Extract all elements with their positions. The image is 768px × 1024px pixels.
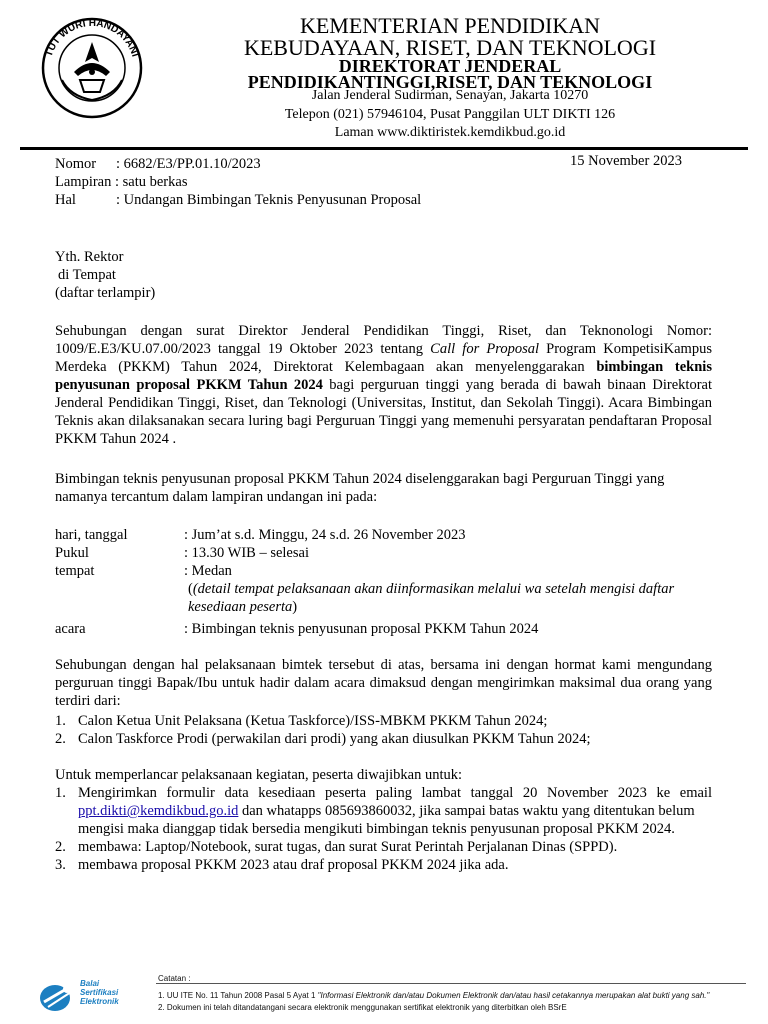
footer-note-1 — [158, 991, 709, 1001]
bsre-logo-line2: Sertifikasi — [80, 988, 119, 997]
requirement-item-1-line3: mengisi maka dianggap tidak bersedia mengikuti bimbingan teknis penyusunan proposal PKKM 2024. — [78, 821, 675, 837]
lampiran-line: Lampiran : satu berkas — [55, 174, 188, 190]
schedule-tempat-value: : Medan — [184, 563, 232, 579]
hal-value: : Undangan Bimbingan Teknis Penyusunan Proposal — [116, 192, 422, 208]
letter-date: 15 November 2023 — [570, 153, 682, 169]
schedule-pukul-value: : 13.30 WIB – selesai — [184, 545, 309, 561]
nomor-label: Nomor — [55, 156, 97, 172]
letterhead-address: Jalan Jenderal Sudirman, Senayan, Jakarta 10270 — [311, 88, 589, 103]
invitee-list-item: Calon Taskforce Prodi (perwakilan dari prodi) yang akan diusulkan PKKM Tahun 2024; — [78, 731, 591, 747]
footer-divider — [156, 983, 746, 984]
paragraph-intro-part-e: bagi perguruan tinggi yang berada di bawah binaan Direktorat Jenderal Pendidikan Tinggi, Riset, dan Teknologi (Universitas, Institut, dan Sekolah Tinggi). Acara Bimbingan Teknis akan dilaksanakan secara luring bagi Perguruan Tinggi yang memenuhi persyaratan pendaftaran Proposal PKKM Tahun 2024 . — [55, 377, 712, 447]
requirement-number: 2. — [55, 839, 66, 855]
schedule-acara-value: : Bimbingan teknis penyusunan proposal PKKM Tahun 2024 — [184, 621, 539, 637]
invitee-list-item: Calon Ketua Unit Pelaksana (Ketua Taskforce)/ISS-MBKM PKKM Tahun 2024; — [78, 713, 548, 729]
tut-wuri-handayani-logo — [22, 10, 162, 120]
footer-note-1-text: 1. UU ITE No. 11 Tahun 2008 Pasal 5 Ayat 1 — [158, 991, 318, 1000]
requirement-item-1-line1: Mengirimkan formulir data kesediaan peserta paling lambat tanggal 20 November 2023 ke email — [78, 785, 712, 801]
addressee-line2: di Tempat — [58, 267, 116, 283]
schedule-tempat-label: tempat — [55, 563, 95, 579]
paragraph-schedule-intro-line1: Bimbingan teknis penyusunan proposal PKKM Tahun 2024 diselenggarakan bagi Perguruan Tinggi yang — [55, 471, 665, 487]
paragraph-intro-italic: Call for Proposal — [430, 341, 539, 357]
bsre-logo — [38, 978, 148, 1018]
schedule-hari-label: hari, tanggal — [55, 527, 128, 543]
hal-label: Hal — [55, 192, 76, 208]
letterhead-phone: Telepon (021) 57946104, Pusat Panggilan ULT DIKTI 126 — [284, 107, 616, 122]
paragraph-schedule-intro-line2: namanya tercantum dalam lampiran undangan ini pada: — [55, 489, 378, 505]
paragraph-invitation: Sehubungan dengan hal pelaksanaan bimtek tersebut di atas, bersama ini dengan hormat kami mengundang perguruan tinggi Bapak/Ibu untuk hadir dalam acara dimaksud dengan mengirimkan maksimal dua orang yang terdiri dari: — [55, 657, 712, 709]
ministry-name-line1: KEMENTERIAN PENDIDIKAN — [299, 13, 601, 38]
schedule-tempat-note-line2 — [188, 598, 297, 616]
paragraph-intro-part-a: Sehubungan dengan surat Direktor Jenderal Pendidikan Tinggi, Riset, dan Teknonologi Nomor: 1009/E.E3/KU.07.00/2023 tanggal 19 Oktober 2023 tentang — [55, 323, 712, 357]
schedule-acara-label: acara — [55, 621, 86, 637]
requirement-number: 1. — [55, 785, 66, 801]
bsre-logo-line1: Balai — [80, 979, 100, 988]
addressee-line1: Yth. Rektor — [55, 249, 124, 265]
directorate-name-line2: PENDIDIKANTINGGI,RISET, DAN TEKNOLOGI — [247, 72, 653, 92]
schedule-pukul-label: Pukul — [55, 545, 89, 561]
schedule-tempat-note-line1: ((detail tempat pelaksanaan akan diinformasikan melalui wa setelah mengisi daftar — [188, 581, 675, 597]
invitee-list-number: 1. — [55, 713, 66, 729]
footer-note-2: 2. Dokumen ini telah ditandatangani secara elektronik menggunakan sertifikat elektronik yang diterbitkan oleh BSrE — [158, 1003, 567, 1012]
requirements-intro: Untuk memperlancar pelaksanaan kegiatan, peserta diwajibkan untuk: — [55, 767, 463, 783]
addressee-line3: (daftar terlampir) — [55, 285, 156, 301]
requirement-item-1-line2-text: dan whatapps 085693860032, jika sampai batas waktu yang ditentukan belum — [238, 803, 695, 819]
schedule-tempat-note-italic: (detail tempat pelaksanaan akan diinformasikan melalui wa setelah mengisi daftar — [192, 581, 675, 597]
invitee-list-number: 2. — [55, 731, 66, 747]
paragraph-intro-bold: bimbingan teknis penyusunan proposal PKKM Tahun 2024 — [55, 359, 712, 393]
bsre-emblem-icon — [38, 980, 76, 1014]
directorate-name-line1: DIREKTORAT JENDERAL — [338, 56, 562, 76]
letterhead-rule — [20, 147, 748, 150]
bsre-logo-line3: Elektronik — [80, 997, 119, 1006]
footer-note-1-quote: "Informasi Elektronik dan/atau Dokumen Elektronik dan/atau hasil cetakannya merupakan alat bukti yang sah." — [317, 991, 710, 1000]
nomor-value: : 6682/E3/PP.01.10/2023 — [116, 156, 261, 172]
requirement-item-1-line2 — [78, 802, 695, 820]
paragraph-intro — [55, 322, 712, 448]
logo-motto-text: TUT WURI HANDAYANI — [43, 17, 141, 59]
footer-catatan: Catatan : — [158, 974, 191, 983]
letterhead-website: Laman www.diktiristek.kemdikbud.go.id — [334, 125, 566, 140]
requirement-item-3: membawa proposal PKKM 2023 atau draf proposal PKKM 2024 jika ada. — [78, 857, 509, 873]
requirement-number: 3. — [55, 857, 66, 873]
schedule-tempat-note-italic-2: kesediaan peserta — [188, 599, 293, 615]
schedule-hari-value: : Jum’at s.d. Minggu, 24 s.d. 26 November 2023 — [184, 527, 466, 543]
paragraph-intro-part-c: Program KompetisiKampus Merdeka (PKKM) Tahun 2024, Direktorat Kelembagaan akan menyelenggarakan — [55, 341, 712, 375]
email-link[interactable]: ppt.dikti@kemdikbud.go.id — [78, 803, 239, 819]
ministry-name-line2: KEBUDAYAAN, RISET, DAN TEKNOLOGI — [243, 35, 657, 60]
requirement-item-2: membawa: Laptop/Notebook, surat tugas, dan surat Surat Perintah Perjalanan Dinas (SPPD). — [78, 839, 618, 855]
schedule-tempat-note-close: ) — [292, 599, 298, 615]
